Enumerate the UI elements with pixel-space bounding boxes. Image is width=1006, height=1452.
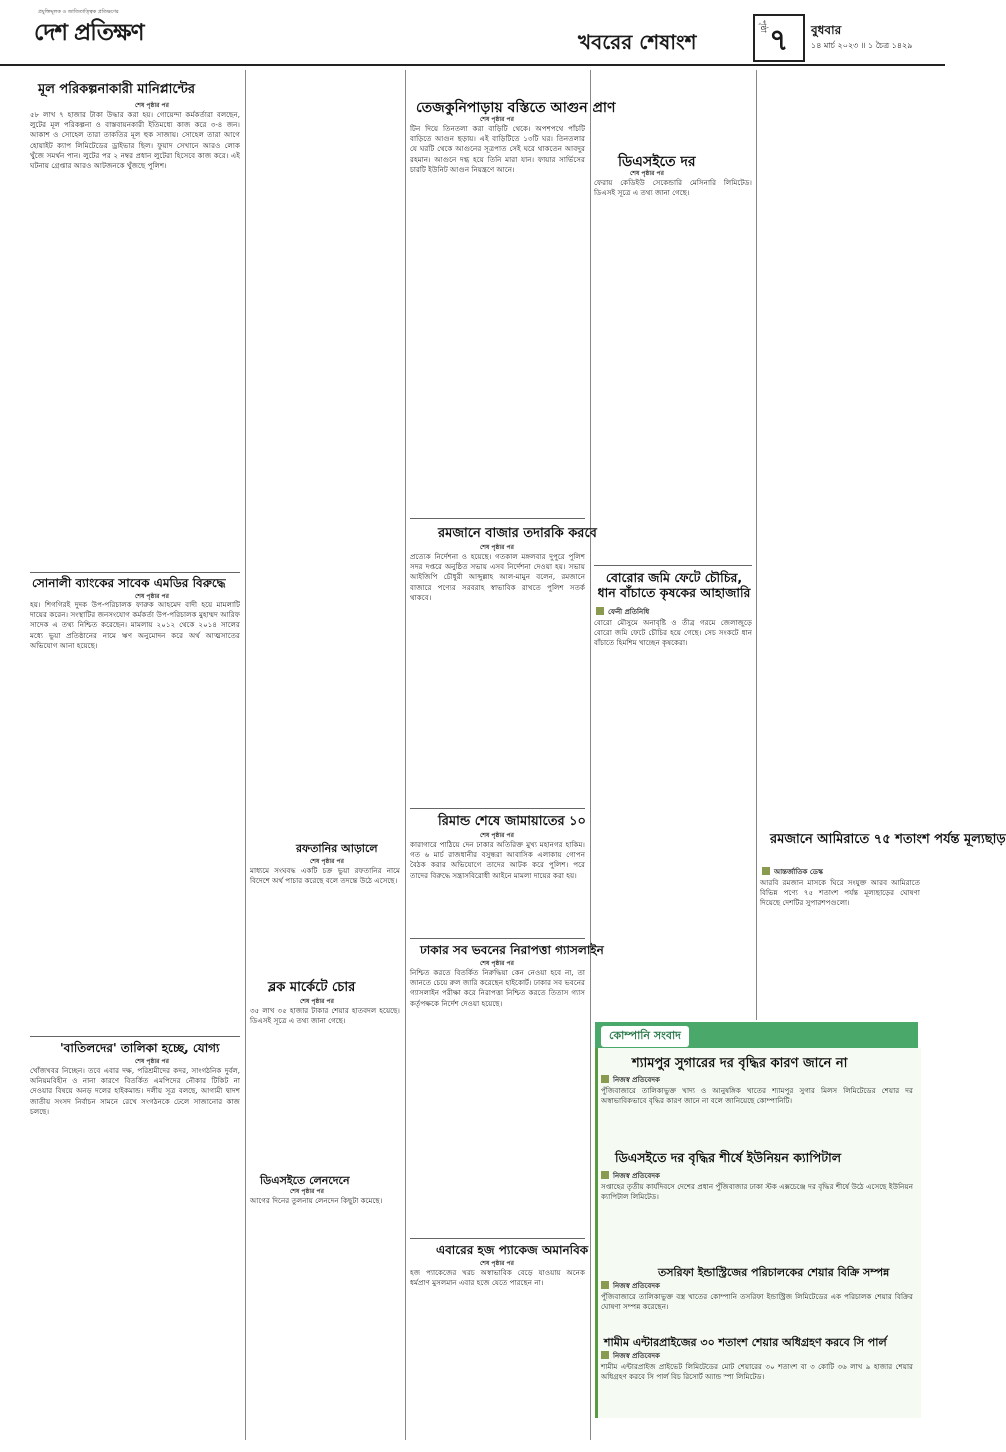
headline: বোরোর জমি ফেটে চৌচির, ধান বাঁচাতে কৃষকের আহাজারি bbox=[597, 570, 751, 600]
article-body: টিন দিয়ে তিনতলা করা বাড়িটি থেকে। অপশপথে পাঁচটি বাড়িতে আগুন ছড়ায়। এই বাড়িটিতে ১৩টি ঘর। তিনতলার যে ঘরটি থেকে আগুনের সূত্রপাত সেই ঘরে থাকতেন আবদুর রহমান। আগুনে দগ্ধ হয়ে তিনি মারা যান। ফায়ার সার্ভিসের চারটি ইউনিট আগুন নিয়ন্ত্রণে আনে। bbox=[410, 124, 585, 174]
page-number: ৭ bbox=[769, 23, 789, 58]
byline: নিজস্ব প্রতিবেদক bbox=[601, 1280, 660, 1292]
jump-line: শেষ পৃষ্ঠার পর bbox=[480, 116, 514, 123]
byline: আন্তর্জাতিক ডেস্ক bbox=[762, 866, 823, 878]
rule bbox=[30, 572, 240, 573]
jump-line: শেষ পৃষ্ঠার পর bbox=[480, 960, 514, 967]
column-divider bbox=[756, 70, 757, 1020]
article-body: আরবি রমজান মাসকে ঘিরে সংযুক্ত আরব আমিরাতে বিভিন্ন পণ্যে ৭৫ শতাংশ পর্যন্ত মূল্যছাড়ের ঘোষণা দিয়েছে দেশটির সুপারশপগুলো। bbox=[760, 878, 920, 908]
article-body: ৫৮ লাখ ৭ হাজার টাকা উদ্ধার করা হয়। গোয়েন্দা কর্মকর্তারা বলছেন, লুটের মূল পরিকল্পনা ও বাস্তবায়নকারী ইতিমধ্যে কাজ করে ৩-৪ জন। আকাশ ও সোহেল তারা তাকতির মূল হুক সাজায়। সোহেল তারা আগে হোয়াইট ক্যাপ লিমিটেডের ড্রাইভার ছিল। ফুয়াদ সেখানে আরও লোক খুঁজে সমর্থন পান। লুটের পর ২ নম্বর প্রধান লুটেরা হিসেবে কাজ করে। এই ঘটনায় গ্রেপ্তার আরও আটজনকে খুঁজছে পুলিশ। bbox=[30, 110, 240, 171]
headline: রমজানে আমিরাতে ৭৫ শতাংশ পর্যন্ত মূল্যছাড় bbox=[770, 832, 1006, 847]
jump-line: শেষ পৃষ্ঠার পর bbox=[135, 593, 169, 600]
jump-line: শেষ পৃষ্ঠার পর bbox=[480, 1260, 514, 1267]
day-name: বুধবার bbox=[811, 23, 842, 37]
headline: শ্যামপুর সুগারের দর বৃদ্ধির কারণ জানে না bbox=[632, 1056, 848, 1071]
jump-line: শেষ পৃষ্ঠার পর bbox=[480, 832, 514, 839]
jump-line: শেষ পৃষ্ঠার পর bbox=[480, 544, 514, 551]
article-body: সপ্তাহের তৃতীয় কার্যদিবসে দেশের প্রধান পুঁজিবাজার ঢাকা স্টক এক্সচেঞ্জে দর বৃদ্ধির শীর্ষে উঠে এসেছে ইউনিয়ন ক্যাপিটাল লিমিটেড। bbox=[601, 1182, 913, 1202]
column-divider bbox=[245, 70, 246, 1440]
date-line: ১৪ মার্চ ২০২৩ ॥ ১ চৈত্র ১৪২৯ bbox=[811, 41, 913, 50]
jump-line: শেষ পৃষ্ঠার পর bbox=[630, 170, 664, 177]
headline: রিমান্ড শেষে জামায়াতের ১০ bbox=[438, 814, 587, 829]
headline: এবারের হজ প্যাকেজ অমানবিক bbox=[436, 1243, 589, 1257]
headline: ডিএসইতে দর bbox=[618, 154, 696, 170]
rule bbox=[410, 1238, 585, 1239]
column-divider bbox=[590, 70, 591, 1440]
article-body: শামীম এন্টারপ্রাইজ প্রাইভেট লিমিটেডের মোট শেয়ারের ৩০ শতাংশ বা ৩ কোটি ৩৬ লাখ ৯ হাজার শেয়ার অধিগ্রহণ করবে সি পার্ল বিচ রিসোর্ট অ্যান্ড স্পা লিমিটেড। bbox=[601, 1362, 913, 1382]
jump-line: শেষ পৃষ্ঠার পর bbox=[290, 1188, 324, 1195]
byline: নিজস্ব প্রতিবেদক bbox=[601, 1170, 660, 1182]
headline: মূল পরিকল্পনাকারী মানিপ্লান্টের bbox=[38, 82, 196, 97]
rule bbox=[30, 1036, 240, 1037]
article-body: কারাগারে পাঠিয়ে দেন ঢাকার অতিরিক্ত মুখ্য মহানগর হাকিম। গত ৬ মার্চ রাজধানীর বসুন্ধরা আবাসিক এলাকায় গোপন বৈঠক করার অভিযোগে তাদের আটক করে পুলিশ। পরে তাদের বিরুদ্ধে সন্ত্রাসবিরোধী আইনে মামলা দায়ের করা হয়। bbox=[410, 840, 585, 880]
jump-line: শেষ পৃষ্ঠার পর bbox=[300, 998, 334, 1005]
rule bbox=[594, 565, 752, 566]
article-body: খোঁজখবর নিচ্ছেন। তবে এবার দক্ষ, পরিশ্রমীদের কদর, সাংগঠনিক দুর্বল, অনিয়মবিহীন ও নানা কারণে বিতর্কিত এমপিদের নৌকার টিকিট না দেওয়ার বিষয়ে অনড় দলের হাইকমান্ড। দলীয় সূত্র বলছে, আগামী দ্বাদশ জাতীয় সংসদ নির্বাচন সামনে রেখে সংগঠনকে ঢেলে সাজানোর কাজ চলছে। bbox=[30, 1066, 240, 1116]
headline: ঢাকার সব ভবনের নিরাপত্তা গ্যাসলাইন bbox=[420, 943, 604, 957]
article-body bbox=[594, 68, 752, 150]
headline: ডিএসইতে দর বৃদ্ধির শীর্ষে ইউনিয়ন ক্যাপিটাল bbox=[615, 1150, 842, 1165]
headline: সোনালী ব্যাংকের সাবেক এমডির বিরুদ্ধে bbox=[32, 576, 226, 590]
page-number-box bbox=[753, 14, 805, 62]
article-body: আগের দিনের তুলনায় লেনদেন কিছুটা কমেছে। bbox=[250, 1196, 383, 1205]
article-body: প্রত্যেক নির্দেশনা ও হয়েছে। গতকাল মঙ্গলবার দুপুরে পুলিশ সদর দপ্তরে অনুষ্ঠিত সভায় এসব নির্দেশনা দেওয়া হয়। সভায় আইজিপি চৌধুরী আব্দুল্লাহ আল-মামুন বলেন, রমজানে বাজারে পণ্যের সরবরাহ স্বাভাবিক রাখতে পুলিশ সতর্ক থাকবে। bbox=[410, 552, 585, 602]
article-body: মাধ্যমে সংঘবদ্ধ একটি চক্র ভুয়া রফতানির নামে বিদেশে অর্থ পাচার করেছে বলে তদন্তে উঠে এসেছে। bbox=[250, 866, 400, 886]
article-body: পুঁজিবাজারে তালিকাভুক্ত বস্ত্র খাতের কোম্পানি তসরিফা ইন্ডাস্ট্রিজ লিমিটেডের এক পরিচালক শেয়ার বিক্রির ঘোষণা সম্পন্ন করেছেন। bbox=[601, 1292, 913, 1312]
rule bbox=[410, 518, 585, 519]
headline: ব্লক মার্কেটে চোর bbox=[268, 980, 356, 995]
column-divider bbox=[405, 70, 406, 1440]
masthead-tagline: প্রযুক্তিমূলক ও জাতিতাত্ত্বিক প্রতিক্ষণের bbox=[38, 9, 119, 15]
byline: নিজস্ব প্রতিবেদক bbox=[601, 1074, 660, 1086]
masthead-logo: দেশ প্রতিক্ষণ bbox=[34, 20, 144, 46]
article-body: ৩৫ লাখ ৩৫ হাজার টাকার শেয়ার হাতবদল হয়েছে। ডিএসই সূত্রে এ তথ্য জানা গেছে। bbox=[250, 1006, 400, 1026]
article-body: ফেরায় কেডিইউ সেকেন্ডারি মেসিনারি লিমিটেড। ডিএসই সূত্রে এ তথ্য জানা গেছে। bbox=[594, 178, 752, 198]
section-title: খবরের শেষাংশ bbox=[578, 30, 697, 54]
headline: শামীম এন্টারপ্রাইজের ৩০ শতাংশ শেয়ার অধিগ্রহণ করবে সি পার্ল bbox=[604, 1336, 887, 1349]
jump-line: শেষ পৃষ্ঠার পর bbox=[135, 1058, 169, 1065]
article-body: হজ প্যাকেজের খরচ অস্বাভাবিক বেড়ে যাওয়ায় অনেক ধর্মপ্রাণ মুসলমান এবার হজে যেতে পারছেন না। bbox=[410, 1268, 585, 1288]
jump-line: শেষ পৃষ্ঠার পর bbox=[310, 858, 344, 865]
rule bbox=[410, 938, 585, 939]
page-label: পৃষ্ঠা bbox=[759, 20, 768, 33]
rule bbox=[410, 808, 585, 809]
article-body: পুঁজিবাজারে তালিকাভুক্ত খাদ্য ও আনুষঙ্গিক খাতের শ্যামপুর সুগার মিলস লিমিটেডের শেয়ার দর অস্বাভাবিকভাবে বৃদ্ধির কারণ জানে না বলে জানিয়েছে কোম্পানিটি। bbox=[601, 1086, 913, 1106]
headline: ডিএসইতে লেনদেনে bbox=[260, 1174, 350, 1187]
jump-line: শেষ পৃষ্ঠার পর bbox=[135, 102, 169, 109]
article-body: হয়। শিগগিরই দুদক উপ-পরিচালক ফারুক আহমেদ বাদী হয়ে মামলাটি দায়ের করেন। সংস্থাটির জনসংযোগ কর্মকর্তা উপ-পরিচালক মুহাম্মদ আরিফ সাদেক এ তথ্য নিশ্চিত করেছেন। মামলায় ২০১২ থেকে ২০১৪ সালের মধ্যে ভুয়া প্রতিষ্ঠানের নামে ঋণ অনুমোদন করে অর্থ আত্মসাতের অভিযোগ আনা হয়েছে। bbox=[30, 600, 240, 650]
headline: রফতানির আড়ালে bbox=[296, 842, 378, 855]
headline: তেজকুনিপাড়ায় বস্তিতে আগুন প্রাণ bbox=[416, 100, 616, 116]
headline: তসরিফা ইন্ডাস্ট্রিজের পরিচালকের শেয়ার বিক্রি সম্পন্ন bbox=[658, 1266, 890, 1279]
byline: ফেনী প্রতিনিধি bbox=[596, 606, 649, 618]
byline: নিজস্ব প্রতিবেদক bbox=[601, 1350, 660, 1362]
company-news-band bbox=[595, 1022, 918, 1048]
article-body: বোরো মৌসুমে অনাবৃষ্টি ও তীব্র গরমে জেলাজুড়ে বোরো জমি ফেটে চৌচির হয়ে গেছে। সেচ সংকটে ধান বাঁচাতে হিমশিম খাচ্ছেন কৃষকেরা। bbox=[594, 618, 752, 648]
page-header bbox=[0, 0, 945, 66]
article-body bbox=[760, 68, 920, 828]
headline: 'বাতিলদের' তালিকা হচ্ছে, যোগ্য bbox=[60, 1041, 220, 1055]
article-body: নিশ্চিত করতে বিতর্কিত নিরুদ্ধিয়া কেন নেওয়া হবে না, তা জানতে চেয়ে রুল জারি করেছেন হাইকোর্ট। ঢাকার সব ভবনের গ্যাসলাইন পরীক্ষা করে নিরাপত্তা নিশ্চিত করতে তিতাস গ্যাস কর্তৃপক্ষকে নির্দেশ দেওয়া হয়েছে। bbox=[410, 968, 585, 1008]
headline: রমজানে বাজার তদারকি করবে bbox=[438, 526, 597, 541]
company-news-label: কোম্পানি সংবাদ bbox=[601, 1026, 689, 1047]
